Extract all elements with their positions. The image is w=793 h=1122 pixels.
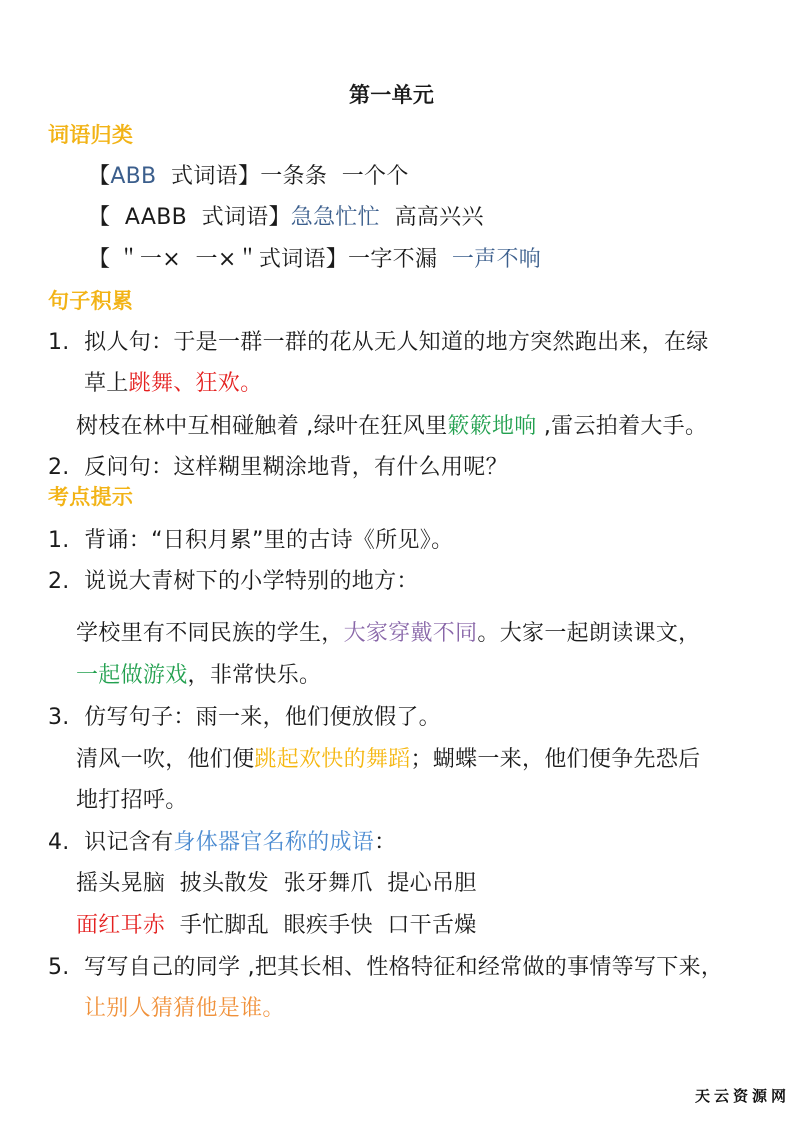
text-segment: 树枝在林中互相碰触着 ,绿叶在狂风里 (76, 414, 448, 439)
highlighted-text: 让别人猜猜他是谁。 (84, 996, 285, 1021)
highlighted-text: 跳起欢快的舞蹈 (254, 747, 411, 772)
text-segment: 草上 (84, 371, 129, 396)
text-segment: ；蝴蝶一来，他们便争先恐后 (410, 747, 701, 772)
section-heading (48, 482, 133, 512)
text-line (48, 567, 419, 597)
text-segment: 句子积累 (48, 289, 134, 313)
page-title: 第一单元 (349, 83, 435, 107)
text-segment: 【 AABB 式词语】 (88, 205, 291, 230)
text-segment: 词语归类 (48, 123, 134, 147)
highlighted-text: 一起做游戏 (76, 663, 188, 688)
text-line (76, 745, 700, 775)
text-segment: 地打招呼。 (76, 788, 188, 813)
text-line (48, 328, 709, 358)
text-line (48, 953, 723, 983)
watermark: 天云资源网 (695, 1087, 791, 1105)
text-segment: 手忙脚乱 眼疾手快 口干舌燥 (165, 913, 477, 938)
highlighted-text: ABB (110, 164, 157, 189)
text-line (48, 828, 396, 858)
text-line (84, 994, 285, 1024)
text-segment: 高高兴兴 (379, 205, 484, 230)
text-line (76, 619, 700, 649)
text-segment: 3. 仿写句子：雨一来，他们便放假了。 (48, 705, 441, 730)
text-segment: 式词语】一条条 一个个 (156, 164, 409, 189)
text-segment: ,雷云拍着大手。 (536, 414, 708, 439)
highlighted-text: 大家穿戴不同 (343, 621, 478, 646)
text-segment: 摇头晃脑 披头散发 张牙舞爪 提心吊胆 (76, 871, 477, 896)
text-segment: 考点提示 (48, 485, 134, 509)
text-line (76, 786, 188, 816)
text-line (48, 526, 453, 556)
highlighted-text: 面红耳赤 (76, 913, 166, 938)
text-segment: ，非常快乐。 (187, 663, 322, 688)
highlighted-text: 一声不响 (451, 247, 542, 272)
highlighted-text: 跳舞、狂欢。 (128, 371, 263, 396)
highlighted-text: 身体器官名称的成语 (173, 830, 375, 855)
text-segment: 【 (88, 164, 111, 189)
text-segment: 2. 说说大青树下的小学特别的地方： (48, 569, 419, 594)
text-line (88, 203, 484, 233)
section-heading (48, 286, 133, 316)
highlighted-text: 急急忙忙 (290, 205, 380, 230)
text-line (84, 369, 262, 399)
highlighted-text: 簌簌地响 (447, 414, 537, 439)
text-segment: 【 ＂一× 一×＂式词语】一字不漏 (88, 247, 452, 272)
text-segment: 学校里有不同民族的学生， (76, 621, 344, 646)
text-line (76, 911, 477, 941)
text-segment: 4. 识记含有 (48, 830, 174, 855)
text-line (48, 453, 508, 483)
text-segment: 。大家一起朗读课文， (477, 621, 701, 646)
text-line (88, 162, 409, 192)
text-segment: ： (374, 830, 397, 855)
section-heading (48, 120, 133, 150)
text-segment: 2. 反问句：这样糊里糊涂地背，有什么用呢？ (48, 455, 508, 480)
text-line (88, 245, 541, 275)
text-line (48, 703, 441, 733)
text-segment: 1. 背诵：“日积月累”里的古诗《所见》。 (48, 528, 454, 553)
text-line (76, 412, 707, 442)
text-segment: 5. 写写自己的同学 ,把其长相、性格特征和经常做的事情等写下来， (48, 955, 724, 980)
text-segment: 1. 拟人句：于是一群一群的花从无人知道的地方突然跑出来，在绿 (48, 330, 709, 355)
text-line (76, 869, 477, 899)
text-line (76, 661, 321, 691)
text-segment: 清风一吹，他们便 (76, 747, 255, 772)
